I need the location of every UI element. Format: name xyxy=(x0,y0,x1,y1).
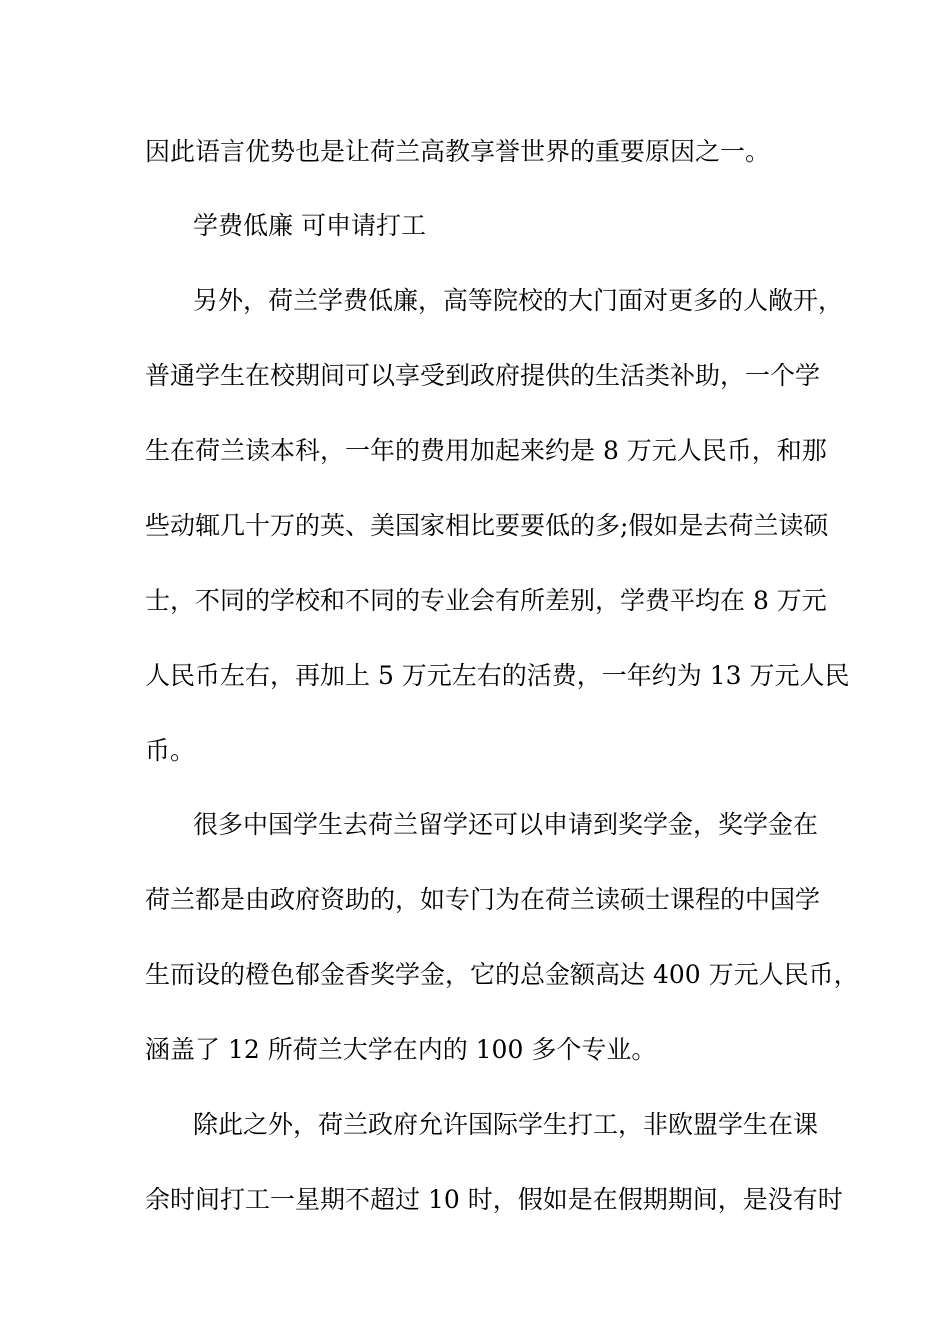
paragraph-tuition-line-6: 人民币左右，再加上 5 万元左右的活费，一年约为 13 万元人民 xyxy=(145,661,850,690)
paragraph-tuition-line-4: 些动辄几十万的英、美国家相比要要低的多;假如是去荷兰读硕 xyxy=(145,511,829,540)
paragraph-scholarship-line-3: 生而设的橙色郁金香奖学金，它的总金额高达 400 万元人民币， xyxy=(145,960,859,989)
paragraph-language-advantage-end: 因此语言优势也是让荷兰高教享誉世界的重要原因之一。 xyxy=(145,137,771,166)
section-heading-low-tuition: 学费低廉 可申请打工 xyxy=(193,211,426,240)
paragraph-scholarship-line-4: 涵盖了 12 所荷兰大学在内的 100 多个专业。 xyxy=(145,1035,657,1064)
paragraph-tuition-line-2: 普通学生在校期间可以享受到政府提供的生活类补助，一个学 xyxy=(145,361,821,390)
paragraph-tuition-line-5: 士，不同的学校和不同的专业会有所差别，学费平均在 8 万元 xyxy=(145,586,827,615)
paragraph-work-line-2: 余时间打工一星期不超过 10 时，假如是在假期期间，是没有时 xyxy=(145,1185,843,1214)
paragraph-tuition-line-1: 另外，荷兰学费低廉，高等院校的大门面对更多的人敞开， xyxy=(193,286,844,315)
paragraph-tuition-line-7: 币。 xyxy=(145,736,196,765)
paragraph-scholarship-line-1: 很多中国学生去荷兰留学还可以申请到奖学金，奖学金在 xyxy=(193,810,819,839)
paragraph-tuition-line-3: 生在荷兰读本科，一年的费用加起来约是 8 万元人民币，和那 xyxy=(145,436,827,465)
paragraph-work-line-1: 除此之外，荷兰政府允许国际学生打工，非欧盟学生在课 xyxy=(193,1110,819,1139)
paragraph-scholarship-line-2: 荷兰都是由政府资助的，如专门为在荷兰读硕士课程的中国学 xyxy=(145,885,821,914)
